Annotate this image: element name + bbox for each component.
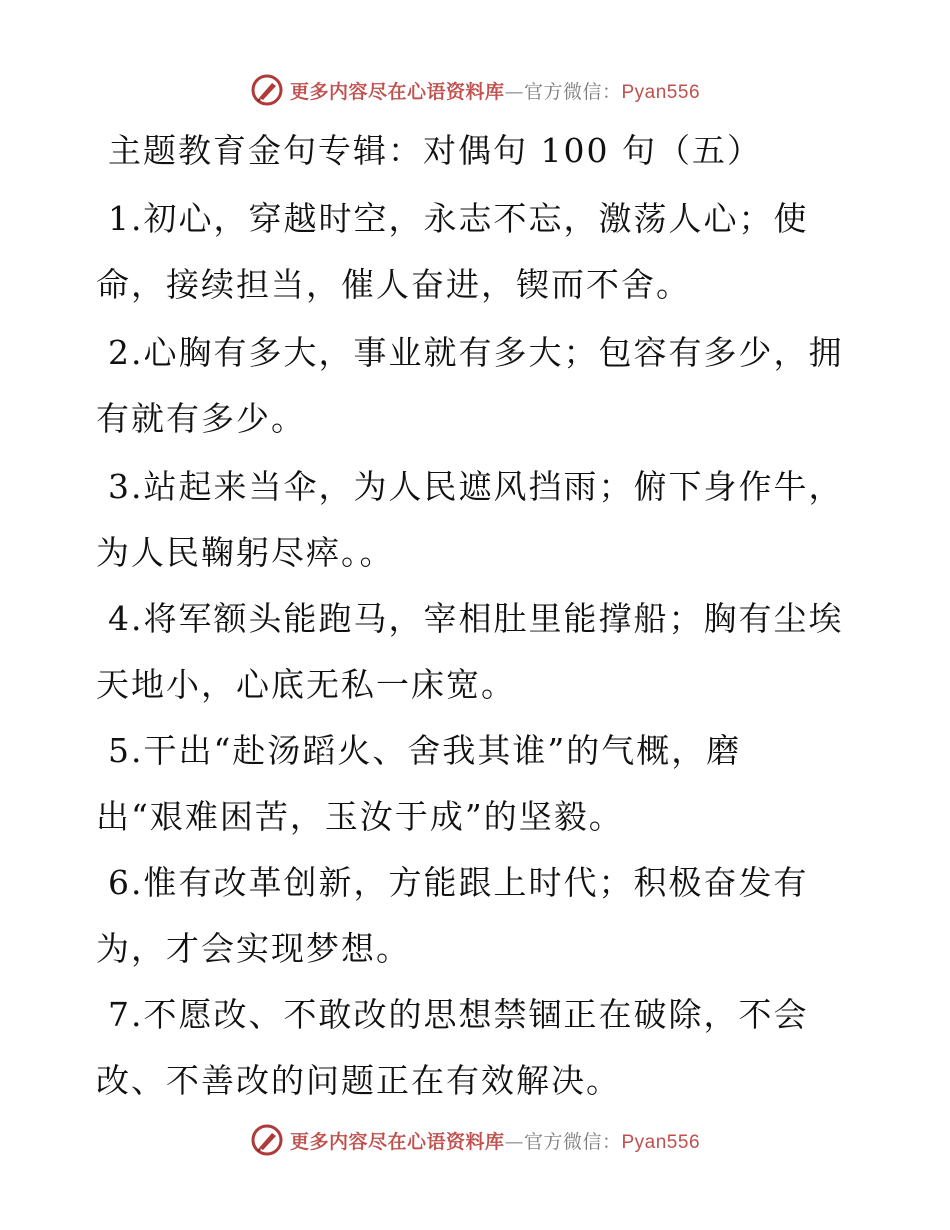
entry-line-2: 改、不善改的问题正在有效解决。 <box>96 1061 621 1100</box>
entry-7 <box>96 982 856 1114</box>
footer-banner <box>0 1118 950 1162</box>
entry-line-1: 惟有改革创新，方能跟上时代；积极奋发有 <box>143 863 809 902</box>
banner-wechat-label: 官方微信： <box>523 80 622 103</box>
banner-content <box>250 1123 700 1157</box>
entry-line-1: 不愿改、不敢改的思想禁锢正在破除，不会 <box>143 995 809 1034</box>
entry-line-1: 干出“赴汤蹈火、舍我其谁”的气概，磨 <box>143 731 742 770</box>
banner-main-text: 更多内容尽在心语资料库 <box>289 80 505 103</box>
entry-3 <box>96 454 856 586</box>
entry-line-2: 命，接续担当，催人奋进，锲而不舍。 <box>96 265 691 304</box>
entry-line-2: 天地小，心底无私一床宽。 <box>96 665 516 704</box>
banner-content <box>250 73 700 107</box>
entry-2 <box>96 320 856 452</box>
header-banner <box>0 68 950 112</box>
banner-text <box>290 1127 700 1154</box>
banner-wechat-id: Pyan556 <box>621 1131 701 1153</box>
banner-wechat-id: Pyan556 <box>621 81 701 103</box>
pen-logo-icon <box>250 73 284 107</box>
entry-6 <box>96 850 856 982</box>
entry-number: 6. <box>108 863 144 902</box>
entry-4 <box>96 586 856 718</box>
document-title: 主题教育金句专辑：对偶句 100 句（五） <box>108 131 762 170</box>
entry-number: 4. <box>108 599 144 638</box>
entry-line-1: 站起来当伞，为人民遮风挡雨；俯下身作牛， <box>143 467 844 506</box>
entry-number: 1. <box>108 199 144 238</box>
entry-5 <box>96 718 856 850</box>
entry-number: 3. <box>108 467 144 506</box>
entry-line-1: 将军额头能跑马，宰相肚里能撑船；胸有尘埃 <box>143 599 844 638</box>
entry-number: 5. <box>108 731 144 770</box>
entry-line-2: 为，才会实现梦想。 <box>96 929 411 968</box>
entry-line-1: 初心，穿越时空，永志不忘，激荡人心；使 <box>143 199 809 238</box>
banner-dash: — <box>504 80 524 103</box>
banner-dash: — <box>504 1130 524 1153</box>
banner-wechat-label: 官方微信： <box>523 1130 622 1153</box>
entry-number: 7. <box>108 995 144 1034</box>
banner-main-text: 更多内容尽在心语资料库 <box>289 1130 505 1153</box>
entry-line-1: 心胸有多大，事业就有多大；包容有多少，拥 <box>143 333 844 372</box>
pen-logo-icon <box>250 1123 284 1157</box>
entry-number: 2. <box>108 333 144 372</box>
entry-line-2: 出“艰难困苦，玉汝于成”的坚毅。 <box>96 797 624 836</box>
banner-text <box>290 77 700 104</box>
entry-line-2: 为人民鞠躬尽瘁。。 <box>96 533 395 572</box>
entry-1 <box>96 186 856 318</box>
entry-line-2: 有就有多少。 <box>96 399 306 438</box>
